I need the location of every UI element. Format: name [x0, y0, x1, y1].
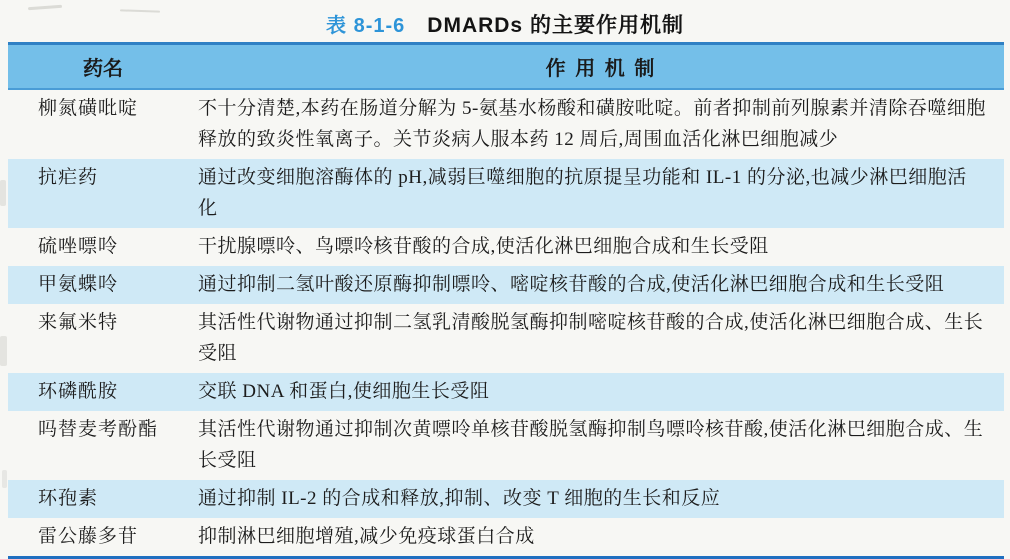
table-row	[8, 480, 1004, 518]
mechanism-cell: 不十分清楚,本药在肠道分解为 5-氨基水杨酸和磺胺吡啶。前者抑制前列腺素并清除吞噬细胞释放的致炎性氧离子。关节炎病人服本药 12 周后,周围血活化淋巴细胞减少	[198, 98, 986, 150]
scan-smudge	[2, 470, 7, 488]
drug-name-cell: 硫唑嘌呤	[38, 236, 119, 257]
column-header-drug: 药名	[83, 58, 123, 80]
table-row	[8, 90, 1004, 159]
scan-smudge	[0, 336, 7, 366]
mechanism-cell: 通过抑制二氢叶酸还原酶抑制嘌呤、嘧啶核苷酸的合成,使活化淋巴细胞合成和生长受阻	[198, 274, 945, 295]
mechanism-cell: 抑制淋巴细胞增殖,减少免疫球蛋白合成	[198, 526, 535, 547]
mechanism-cell: 干扰腺嘌呤、鸟嘌呤核苷酸的合成,使活化淋巴细胞合成和生长受阻	[198, 236, 769, 257]
drug-name-cell: 甲氨蝶呤	[38, 274, 119, 295]
drug-name-cell: 环磷酰胺	[38, 381, 119, 402]
table-title: DMARDs 的主要作用机制	[427, 14, 684, 37]
dmards-table	[8, 42, 1004, 559]
table-row	[8, 518, 1004, 556]
column-header-mechanism: 作 用 机 制	[545, 58, 657, 80]
mechanism-cell: 通过抑制 IL-2 的合成和释放,抑制、改变 T 细胞的生长和反应	[198, 488, 721, 509]
table-row	[8, 266, 1004, 304]
table-row	[8, 304, 1004, 373]
drug-name-cell: 抗疟药	[38, 167, 99, 188]
drug-name-cell: 来氟米特	[38, 312, 119, 333]
mechanism-cell: 交联 DNA 和蛋白,使细胞生长受阻	[198, 381, 490, 402]
table-number: 表 8-1-6	[326, 15, 406, 37]
drug-name-cell: 柳氮磺吡啶	[38, 98, 139, 119]
table-header-row	[8, 45, 1004, 90]
mechanism-cell: 其活性代谢物通过抑制二氢乳清酸脱氢酶抑制嘧啶核苷酸的合成,使活化淋巴细胞合成、生长受阻	[198, 312, 984, 364]
table-caption	[0, 9, 1010, 39]
table-row	[8, 411, 1004, 480]
mechanism-cell: 其活性代谢物通过抑制次黄嘌呤单核苷酸脱氢酶抑制鸟嘌呤核苷酸,使活化淋巴细胞合成、生长受阻	[198, 419, 984, 471]
drug-name-cell: 环孢素	[38, 488, 99, 509]
drug-name-cell: 吗替麦考酚酯	[38, 419, 159, 440]
mechanism-cell: 通过改变细胞溶酶体的 pH,减弱巨噬细胞的抗原提呈功能和 IL-1 的分泌,也减少淋巴细胞活化	[198, 167, 967, 219]
table-row	[8, 159, 1004, 228]
table-row	[8, 228, 1004, 266]
table-row	[8, 373, 1004, 411]
drug-name-cell: 雷公藤多苷	[38, 526, 139, 547]
scan-smudge	[0, 180, 6, 206]
